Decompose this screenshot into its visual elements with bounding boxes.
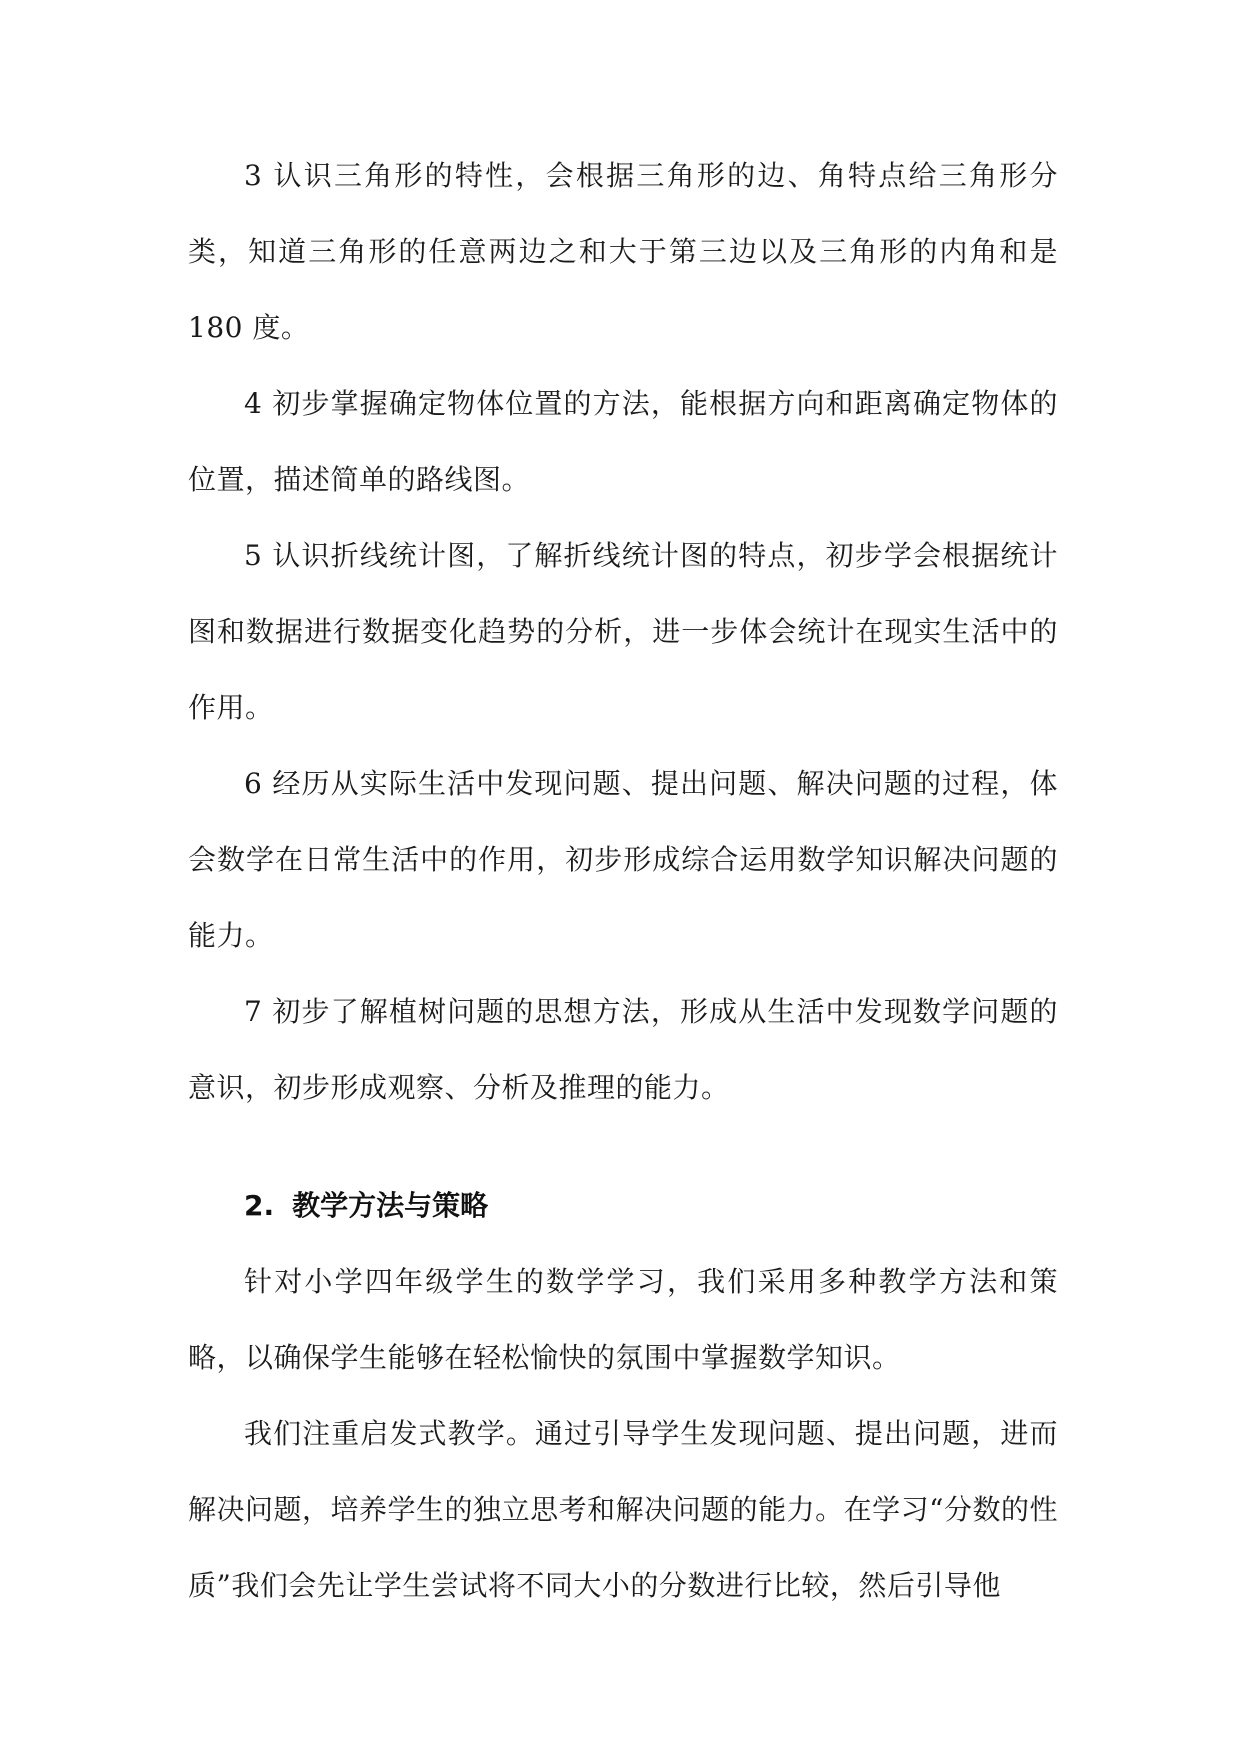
section-number: 2. bbox=[244, 1189, 275, 1222]
paragraph-heuristic-teaching: 我们注重启发式教学。通过引导学生发现问题、提出问题，进而解决问题，培养学生的独立思考和解决问题的能力。在学习“分数的性质”我们会先让学生尝试将不同大小的分数进行比较，然后引导他 bbox=[188, 1417, 1058, 1602]
document-body bbox=[188, 138, 1058, 1624]
section-title: 教学方法与策略 bbox=[292, 1189, 489, 1222]
paragraph-goal-7: 7 初步了解植树问题的思想方法，形成从生活中发现数学问题的意识，初步形成观察、分析及推理的能力。 bbox=[188, 995, 1058, 1104]
paragraph-goal-5: 5 认识折线统计图，了解折线统计图的特点，初步学会根据统计图和数据进行数据变化趋势的分析，进一步体会统计在现实生活中的作用。 bbox=[188, 539, 1058, 724]
section-heading bbox=[188, 1168, 1058, 1244]
paragraph-goal-6: 6 经历从实际生活中发现问题、提出问题、解决问题的过程，体会数学在日常生活中的作用，初步形成综合运用数学知识解决问题的能力。 bbox=[188, 767, 1058, 952]
paragraph-goal-3: 3 认识三角形的特性，会根据三角形的边、角特点给三角形分类，知道三角形的任意两边之和大于第三边以及三角形的内角和是 180 度。 bbox=[188, 159, 1058, 344]
paragraph-intro: 针对小学四年级学生的数学学习，我们采用多种教学方法和策略，以确保学生能够在轻松愉快的氛围中掌握数学知识。 bbox=[188, 1265, 1058, 1374]
paragraph-goal-4: 4 初步掌握确定物体位置的方法，能根据方向和距离确定物体的位置，描述简单的路线图。 bbox=[188, 387, 1058, 496]
